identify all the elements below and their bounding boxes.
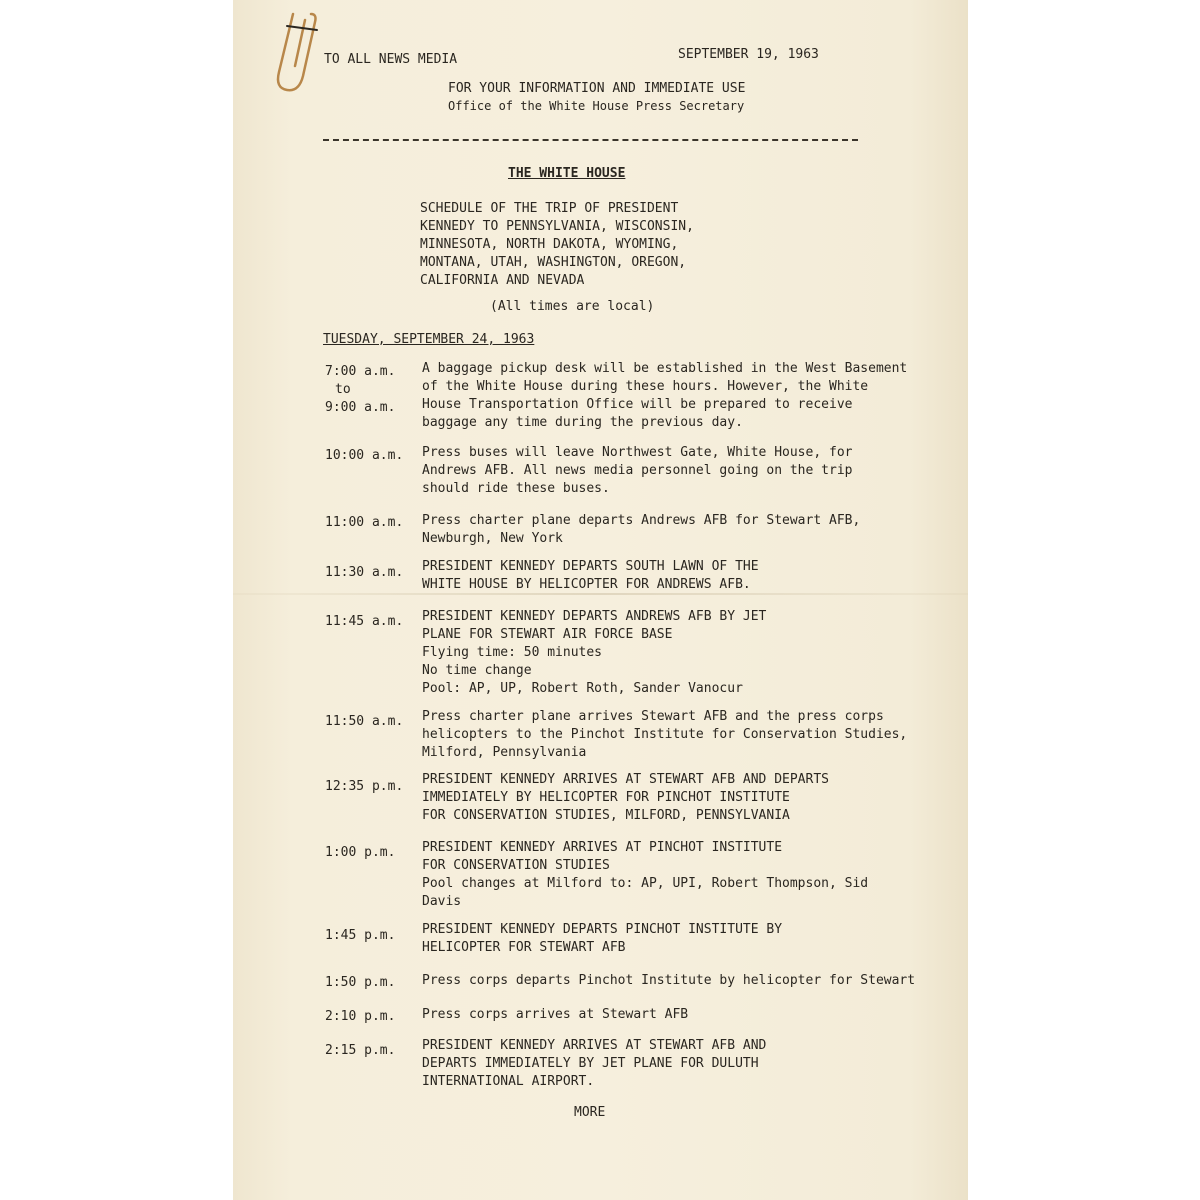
entry-line: Press buses will leave Northwest Gate, White House, for (422, 445, 853, 460)
entry-description (422, 1037, 766, 1091)
entry-line: Flying time: 50 minutes (422, 645, 603, 660)
entry-line: No time change (422, 663, 532, 678)
entry-line: PRESIDENT KENNEDY ARRIVES AT STEWART AFB AND (422, 1038, 767, 1053)
entry-line: Pool changes at Milford to: AP, UPI, Robert Thompson, Sid (422, 876, 869, 891)
entry-line: of the White House during these hours. However, the White (422, 379, 869, 394)
entry-description (422, 771, 829, 825)
entry-line: Press charter plane departs Andrews AFB for Stewart AFB, (422, 513, 861, 528)
entry-line: Davis (422, 894, 462, 909)
entry-line: Pool: AP, UP, Robert Roth, Sander Vanocur (422, 681, 743, 696)
entry-description (422, 921, 782, 957)
time-label: 7:00 a.m. (325, 364, 396, 379)
entry-time: 11:50 a.m. (325, 714, 404, 729)
schedule-title-line: SCHEDULE OF THE TRIP OF PRESIDENT (420, 201, 679, 216)
schedule-title (420, 200, 694, 290)
entry-line: PRESIDENT KENNEDY ARRIVES AT PINCHOT INSTITUTE (422, 840, 783, 855)
entry-line: Press corps departs Pinchot Institute by helicopter for Stewart (422, 973, 916, 988)
entry-description (422, 512, 860, 548)
entry-time: 10:00 a.m. (325, 448, 404, 463)
time-label: to (335, 382, 351, 397)
entry-line: FOR CONSERVATION STUDIES, MILFORD, PENNSYLVANIA (422, 808, 790, 823)
entry-line: WHITE HOUSE BY HELICOPTER FOR ANDREWS AFB. (422, 577, 751, 592)
entry-description (422, 558, 759, 594)
paper-clip-icon (265, 10, 325, 105)
times-note: (All times are local) (490, 299, 655, 314)
entry-line: FOR CONSERVATION STUDIES (422, 858, 610, 873)
entry-line: DEPARTS IMMEDIATELY BY JET PLANE FOR DULUTH (422, 1056, 759, 1071)
entry-time: 11:30 a.m. (325, 565, 404, 580)
release-date: SEPTEMBER 19, 1963 (678, 47, 819, 62)
to-news-media: TO ALL NEWS MEDIA (324, 52, 458, 67)
entry-line: INTERNATIONAL AIRPORT. (422, 1074, 595, 1089)
entry-line: IMMEDIATELY BY HELICOPTER FOR PINCHOT INSTITUTE (422, 790, 790, 805)
white-house-heading: THE WHITE HOUSE (508, 166, 626, 181)
more-footer: MORE (574, 1105, 606, 1120)
entry-description (422, 444, 852, 498)
entry-time: 11:45 a.m. (325, 614, 404, 629)
entry-line: PRESIDENT KENNEDY DEPARTS SOUTH LAWN OF THE (422, 559, 759, 574)
entry-time: 2:10 p.m. (325, 1009, 396, 1024)
entry-line: PRESIDENT KENNEDY DEPARTS ANDREWS AFB BY JET (422, 609, 767, 624)
dashed-divider (323, 139, 858, 141)
entry-line: HELICOPTER FOR STEWART AFB (422, 940, 626, 955)
entry-description (422, 1006, 688, 1024)
schedule-title-line: KENNEDY TO PENNSYLVANIA, WISCONSIN, (420, 219, 694, 234)
entry-time: 1:45 p.m. (325, 928, 396, 943)
entry-line: Milford, Pennsylvania (422, 745, 587, 760)
info-line: FOR YOUR INFORMATION AND IMMEDIATE USE (448, 81, 746, 96)
office-line: Office of the White House Press Secretary (448, 99, 745, 113)
entry-line: Press charter plane arrives Stewart AFB and the press corps (422, 709, 884, 724)
entry-line: Newburgh, New York (422, 531, 563, 546)
entry-time: 12:35 p.m. (325, 779, 404, 794)
entry-line: PLANE FOR STEWART AIR FORCE BASE (422, 627, 673, 642)
entry-line: House Transportation Office will be prepared to receive (422, 397, 853, 412)
entry-time (325, 363, 395, 417)
schedule-title-line: CALIFORNIA AND NEVADA (420, 273, 585, 288)
entry-line: A baggage pickup desk will be established in the West Basement (422, 361, 908, 376)
entry-description (422, 608, 766, 698)
entry-time: 1:00 p.m. (325, 845, 396, 860)
entry-line: baggage any time during the previous day. (422, 415, 743, 430)
entry-description (422, 972, 915, 990)
entry-description (422, 839, 868, 911)
entry-time: 11:00 a.m. (325, 515, 404, 530)
entry-description (422, 708, 907, 762)
entry-line: Press corps arrives at Stewart AFB (422, 1007, 689, 1022)
time-label: 9:00 a.m. (325, 400, 396, 415)
schedule-title-line: MINNESOTA, NORTH DAKOTA, WYOMING, (420, 237, 679, 252)
entry-description (422, 360, 907, 432)
entry-time: 1:50 p.m. (325, 975, 396, 990)
day-heading: TUESDAY, SEPTEMBER 24, 1963 (323, 332, 535, 347)
entry-line: PRESIDENT KENNEDY DEPARTS PINCHOT INSTITUTE BY (422, 922, 783, 937)
entry-line: PRESIDENT KENNEDY ARRIVES AT STEWART AFB AND DEPARTS (422, 772, 829, 787)
schedule-title-line: MONTANA, UTAH, WASHINGTON, OREGON, (420, 255, 687, 270)
entry-line: Andrews AFB. All news media personnel going on the trip (422, 463, 853, 478)
entry-time: 2:15 p.m. (325, 1043, 396, 1058)
entry-line: helicopters to the Pinchot Institute for Conservation Studies, (422, 727, 908, 742)
entry-line: should ride these buses. (422, 481, 610, 496)
